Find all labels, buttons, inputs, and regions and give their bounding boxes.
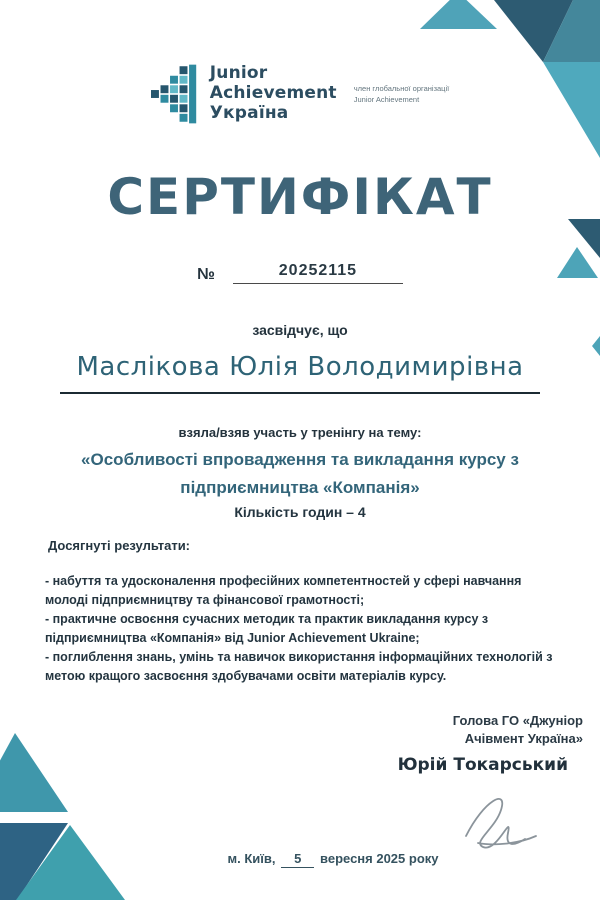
deco-triangle-top-3: [543, 0, 600, 62]
number-sign-label: №: [197, 266, 215, 283]
logo-line-2: Achievement: [209, 83, 337, 104]
logo-note-line-1: член глобальної організації: [353, 83, 450, 93]
participation-text: взяла/взяв участь у тренінгу на тему:: [178, 425, 422, 440]
certificate-number-value: 20252115: [233, 262, 403, 284]
training-topic-line-2: підприємництва «Компанія»: [180, 477, 420, 497]
day-value: 5: [281, 851, 314, 868]
result-item: - набуття та удосконалення професійних компетентностей у сфері навчання молоді підприємництву та фінансової грамотності;: [45, 574, 522, 607]
logo-line-1: Junior: [209, 63, 268, 84]
date-rest: вересня 2025 року: [320, 851, 439, 866]
results-list: [45, 572, 564, 686]
result-item: - практичне освоєння сучасних методик та практик викладання курсу з підприємництва «Компанія» від Junior Achievement Ukraine;: [45, 612, 489, 645]
results-heading: Досягнуті результати:: [48, 538, 191, 553]
hours-count: Кількість годин – 4: [234, 504, 366, 520]
logo-membership-note: [350, 83, 450, 106]
training-topic-line-1: «Особливості впровадження та викладання курсу з: [81, 450, 519, 469]
city-label: м. Київ,: [227, 851, 276, 866]
deco-triangle-bottom-left-1: [0, 733, 68, 812]
certificate-number-row: [0, 262, 600, 284]
certificate-title: СЕРТИФІКАТ: [107, 168, 493, 226]
recipient-name-underline: [60, 352, 540, 394]
logo-note-line-2: Junior Achievement: [353, 95, 420, 104]
result-item: - поглиблення знань, умінь та навичок використання інформаційних технологій з метою кращого засвоєння здобувачами освіти матеріалів курсу.: [45, 650, 553, 683]
signer-role-line-1: Голова ГО «Джуніор: [452, 713, 583, 728]
deco-triangle-top-2: [494, 0, 573, 62]
recipient-name: Маслікова Юлія Володимирівна: [76, 352, 524, 382]
logo-block: [0, 58, 600, 130]
signer-role: [453, 712, 583, 747]
logo-wordmark: [210, 64, 337, 124]
deco-triangle-right-3: [592, 336, 600, 356]
junior-achievement-logo-icon: [151, 58, 197, 130]
signer-role-line-2: Ачівмент Україна»: [464, 730, 583, 746]
deco-triangle-top-1: [420, 0, 497, 29]
handwritten-signature: [448, 786, 558, 856]
certifies-text: засвідчує, що: [252, 322, 348, 338]
signer-name: Юрій Токарський: [397, 755, 568, 775]
date-line: [33, 851, 600, 868]
logo-line-3: Україна: [209, 102, 289, 123]
training-topic: [40, 446, 560, 501]
